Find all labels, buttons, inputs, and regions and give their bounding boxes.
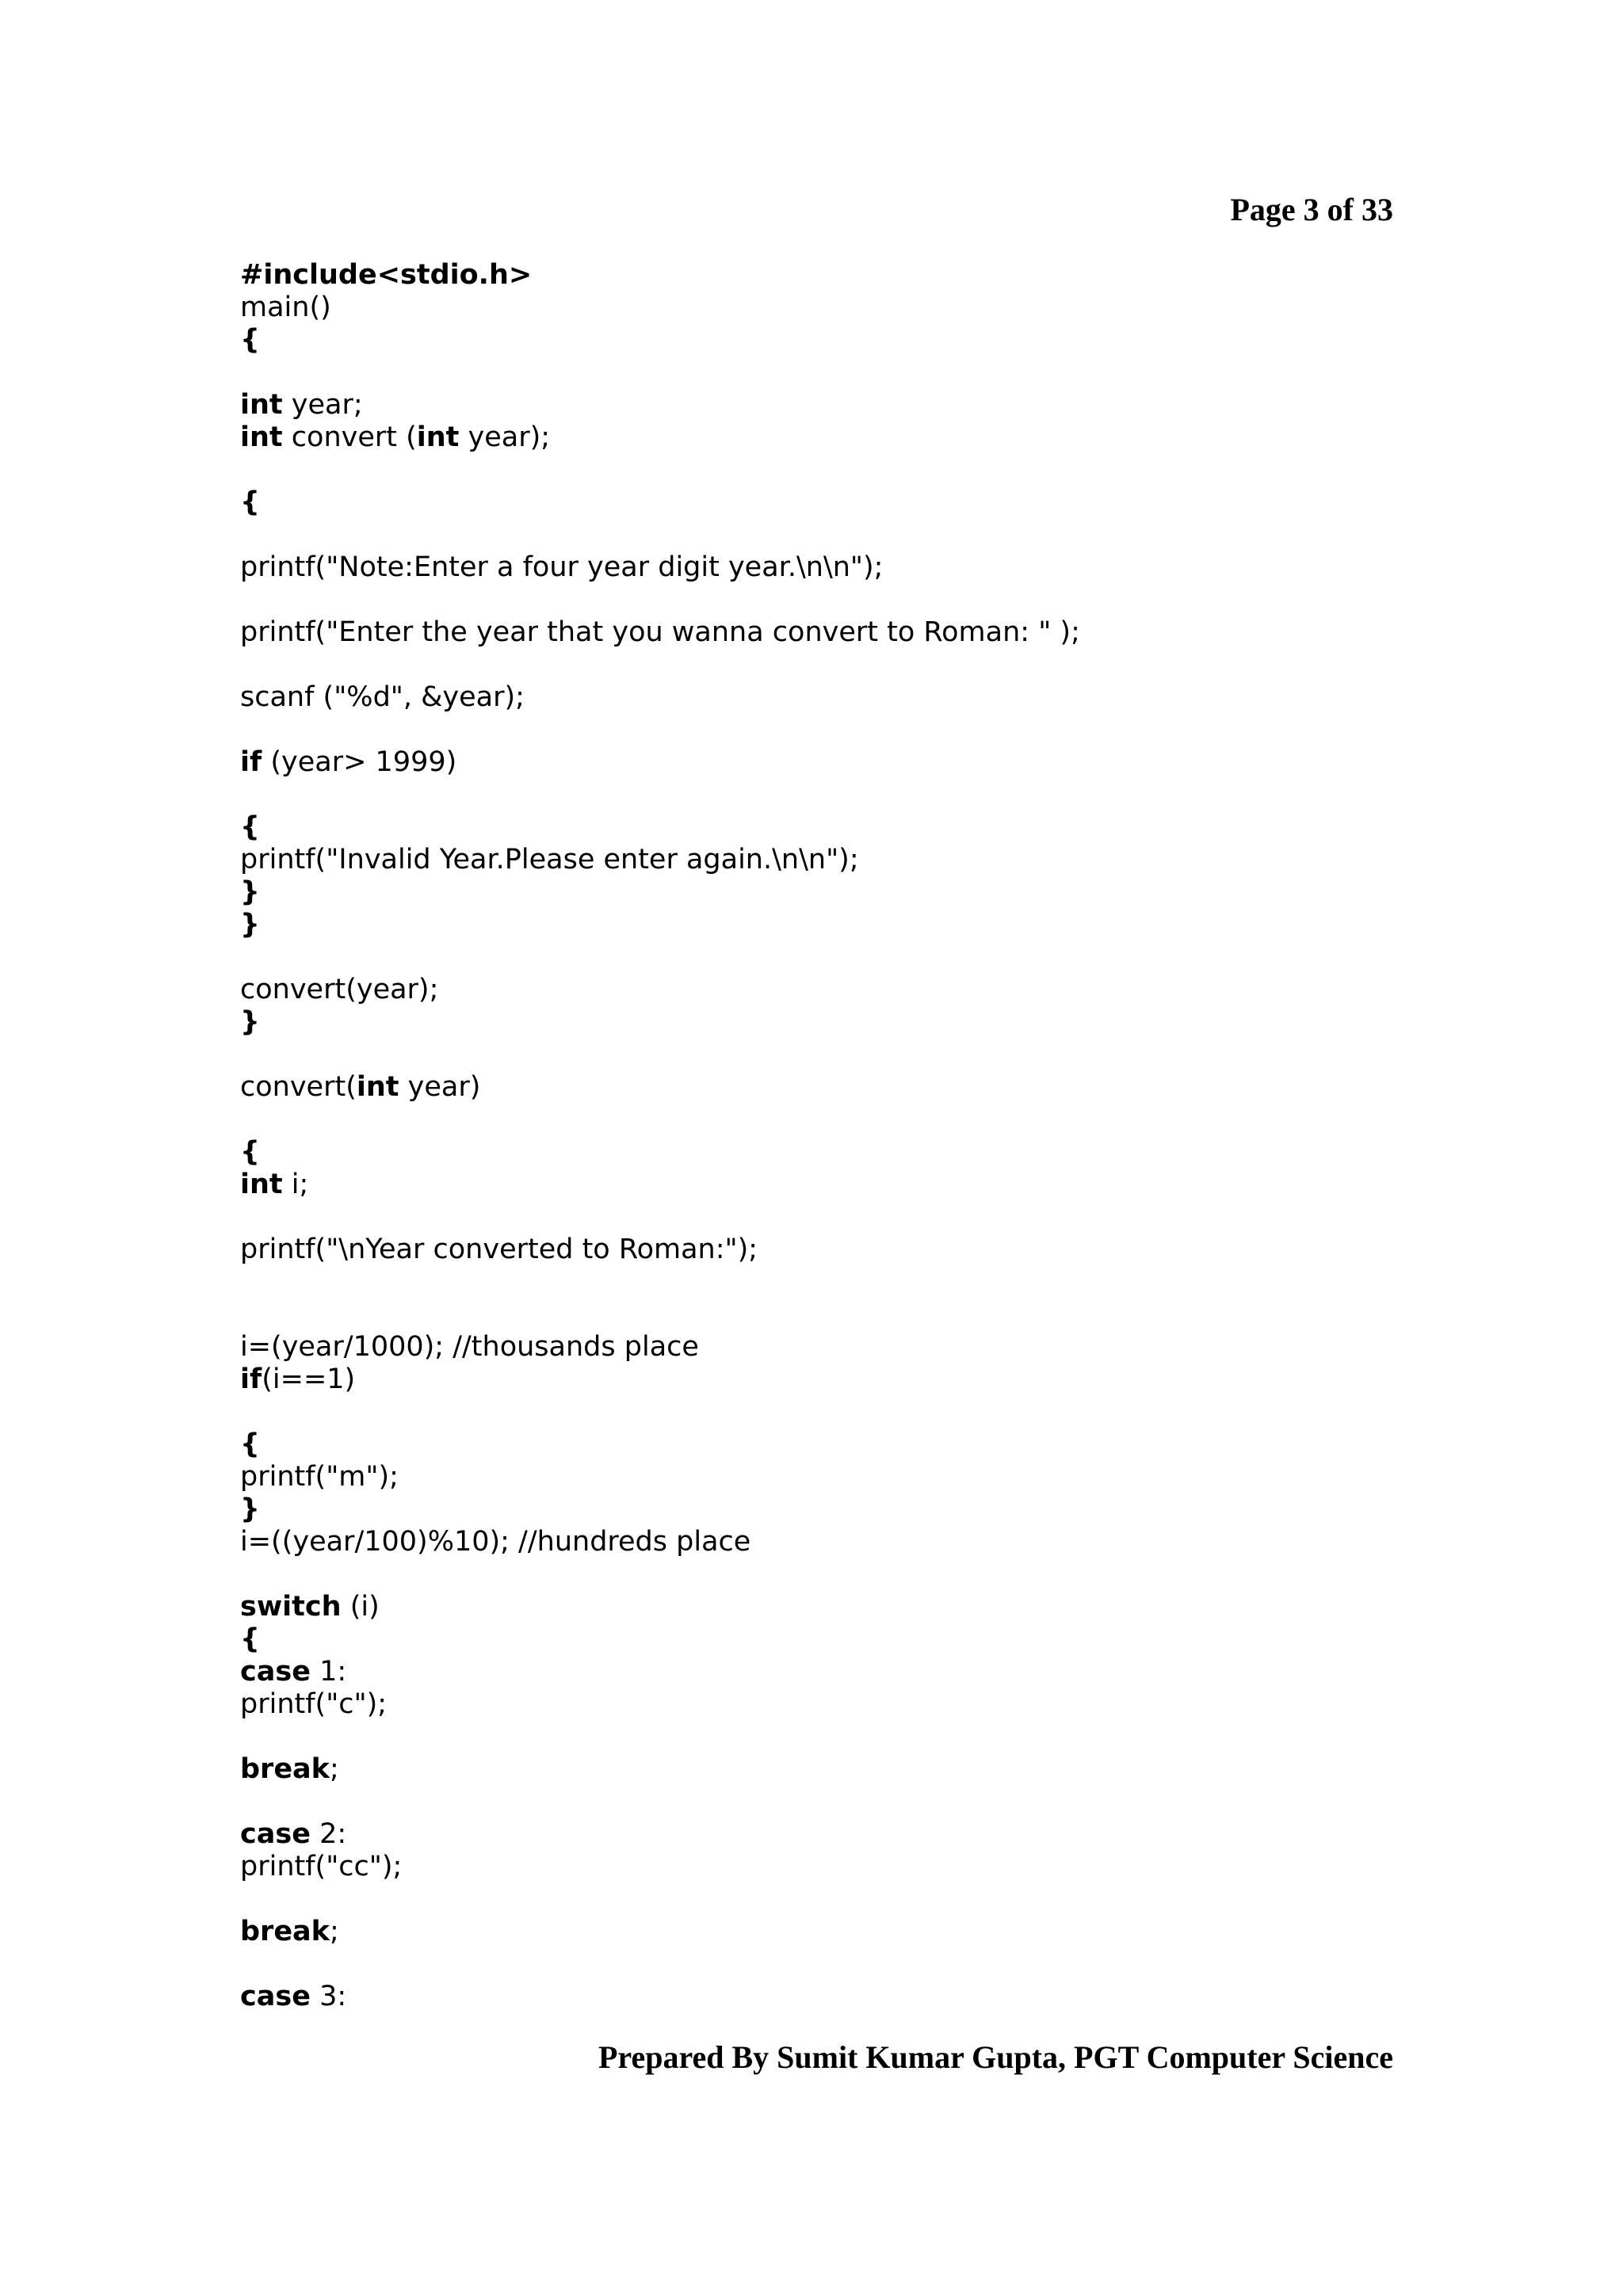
code-blank-line <box>240 649 1080 681</box>
code-text: ; <box>329 1916 339 1947</box>
code-text: year); <box>459 421 551 453</box>
code-line <box>240 844 1080 876</box>
code-blank-line <box>240 779 1080 811</box>
code-text: (year> 1999) <box>262 746 457 778</box>
code-keyword: int <box>240 389 283 421</box>
code-line <box>240 1688 1080 1721</box>
code-line <box>240 681 1080 714</box>
page-footer: Prepared By Sumit Kumar Gupta, PGT Computer Science <box>598 2039 1393 2075</box>
code-line <box>240 811 1080 844</box>
code-line <box>240 1623 1080 1656</box>
code-text: convert(year); <box>240 974 439 1005</box>
code-blank-line <box>240 1039 1080 1071</box>
code-keyword: { <box>240 1428 260 1460</box>
code-line <box>240 1331 1080 1363</box>
code-blank-line <box>240 1299 1080 1331</box>
code-line <box>240 1363 1080 1396</box>
code-text: scanf ("%d", &year); <box>240 681 525 713</box>
code-keyword: } <box>240 1493 260 1525</box>
code-text: 1: <box>310 1656 347 1688</box>
code-blank-line <box>240 1104 1080 1136</box>
code-blank-line <box>240 714 1080 746</box>
code-text: printf("cc"); <box>240 1851 403 1882</box>
code-text: printf("m"); <box>240 1461 399 1493</box>
code-blank-line <box>240 454 1080 486</box>
code-keyword: if <box>240 746 262 778</box>
code-text: i=((year/100)%10); //hundreds place <box>240 1526 751 1558</box>
code-blank-line <box>240 1948 1080 1981</box>
code-text: i; <box>282 1169 309 1200</box>
code-line <box>240 1916 1080 1948</box>
code-blank-line <box>240 1201 1080 1234</box>
code-blank-line <box>240 357 1080 389</box>
code-line <box>240 1071 1080 1104</box>
code-line <box>240 1526 1080 1558</box>
code-text: ; <box>329 1753 339 1785</box>
code-text: 3: <box>310 1981 347 2012</box>
code-line <box>240 1981 1080 2013</box>
code-text: printf("Note:Enter a four year digit year.\n\n"); <box>240 551 884 583</box>
code-keyword: } <box>240 909 260 940</box>
code-line <box>240 1136 1080 1169</box>
code-keyword: if <box>240 1363 262 1395</box>
code-blank-line <box>240 1266 1080 1299</box>
code-text: printf("Enter the year that you wanna convert to Roman: " ); <box>240 616 1080 648</box>
page-number: Page 3 of 33 <box>1230 192 1393 227</box>
code-line <box>240 1461 1080 1493</box>
code-text: convert( <box>240 1071 357 1103</box>
code-line <box>240 1591 1080 1623</box>
code-line <box>240 389 1080 421</box>
code-keyword: int <box>240 1169 283 1200</box>
code-line <box>240 1169 1080 1201</box>
code-keyword: case <box>240 1818 311 1850</box>
code-blank-line <box>240 519 1080 551</box>
code-text: convert ( <box>282 421 417 453</box>
code-blank-line <box>240 584 1080 616</box>
code-blank-line <box>240 1721 1080 1753</box>
code-keyword: { <box>240 1136 260 1168</box>
code-line <box>240 616 1080 649</box>
code-blank-line <box>240 941 1080 974</box>
code-listing <box>240 259 1080 2013</box>
code-text: 2: <box>310 1818 347 1850</box>
code-text: printf("c"); <box>240 1688 388 1720</box>
code-keyword: switch <box>240 1591 342 1623</box>
code-keyword: break <box>240 1916 330 1947</box>
code-keyword: int <box>416 421 460 453</box>
code-text: printf("\nYear converted to Roman:"); <box>240 1234 758 1265</box>
code-text: (i) <box>341 1591 380 1623</box>
code-line <box>240 1428 1080 1461</box>
code-blank-line <box>240 1396 1080 1428</box>
code-line <box>240 974 1080 1006</box>
code-keyword: int <box>240 421 283 453</box>
code-line <box>240 746 1080 779</box>
code-line <box>240 1753 1080 1786</box>
code-keyword: case <box>240 1981 311 2012</box>
code-line <box>240 1234 1080 1266</box>
code-keyword: { <box>240 324 260 356</box>
code-line <box>240 876 1080 909</box>
code-line <box>240 1851 1080 1883</box>
code-line <box>240 1493 1080 1526</box>
code-line <box>240 1656 1080 1688</box>
code-text: year) <box>399 1071 481 1103</box>
code-blank-line <box>240 1558 1080 1591</box>
code-keyword: case <box>240 1656 311 1688</box>
code-text: printf("Invalid Year.Please enter again.\n\n"); <box>240 844 859 875</box>
code-keyword: { <box>240 1623 260 1655</box>
code-line <box>240 486 1080 519</box>
code-keyword: int <box>356 1071 399 1103</box>
code-line <box>240 551 1080 584</box>
code-line <box>240 324 1080 357</box>
code-keyword: #include<stdio.h> <box>240 259 533 291</box>
code-keyword: { <box>240 486 260 518</box>
code-line <box>240 259 1080 292</box>
code-text: (i==1) <box>262 1363 356 1395</box>
code-line <box>240 1818 1080 1851</box>
code-line <box>240 292 1080 324</box>
code-keyword: } <box>240 1006 260 1038</box>
code-text: year; <box>282 389 363 421</box>
code-line <box>240 909 1080 941</box>
code-text: i=(year/1000); //thousands place <box>240 1331 699 1363</box>
code-blank-line <box>240 1883 1080 1916</box>
code-blank-line <box>240 1786 1080 1818</box>
code-line <box>240 1006 1080 1039</box>
code-keyword: break <box>240 1753 330 1785</box>
code-line <box>240 421 1080 454</box>
code-keyword: } <box>240 876 260 908</box>
code-text: main() <box>240 292 331 323</box>
code-keyword: { <box>240 811 260 843</box>
